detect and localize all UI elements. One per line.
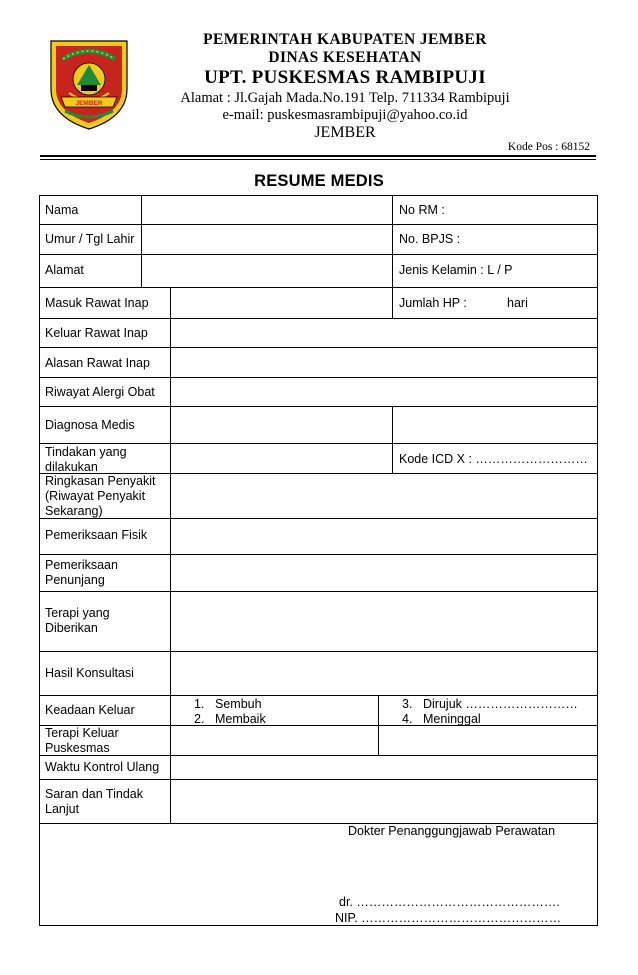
label-tindakan: Tindakan yang dilakukan: [45, 445, 127, 474]
signature-dr: dr. ………………………………………….: [339, 895, 560, 909]
header-institution: UPT. PUSKESMAS RAMBIPUJI: [204, 67, 486, 88]
signature-title: Dokter Penanggungjawab Perawatan: [348, 824, 556, 838]
label-pemeriksaan-penunjang: Pemeriksaan Penunjang: [45, 558, 118, 587]
label-ringkasan-penyakit: Ringkasan Penyakit (Riwayat Penyakit Sekarang): [45, 474, 156, 518]
form-border-left: [39, 195, 40, 926]
option-meninggal: 4. Meninggal: [402, 712, 481, 726]
label-saran-tindak-lanjut: Saran dan Tindak Lanjut: [45, 787, 143, 816]
option-membaik: 2. Membaik: [194, 712, 266, 726]
label-alasan-rawat-inap: Alasan Rawat Inap: [45, 356, 150, 370]
label-umur: Umur / Tgl Lahir: [45, 232, 135, 246]
label-masuk-rawat-inap: Masuk Rawat Inap: [45, 296, 149, 310]
label-jumlah-hp: Jumlah HP :: [399, 296, 467, 310]
label-no-rm: No RM :: [399, 203, 445, 217]
form-line: [39, 591, 598, 592]
page-title: RESUME MEDIS: [254, 172, 384, 190]
logo-banner-text: JEMBER: [75, 100, 103, 107]
form-divider: [141, 195, 142, 287]
label-no-bpjs: No. BPJS :: [399, 232, 461, 246]
form-line: [39, 695, 598, 696]
keadaan-options-left: [194, 697, 266, 727]
label-hasil-konsultasi: Hasil Konsultasi: [45, 666, 134, 680]
keadaan-options-right: [402, 697, 578, 727]
option-sembuh: 1. Sembuh: [194, 697, 262, 711]
form-line: [39, 755, 598, 756]
signature-nip: NIP. …………………………………………: [335, 911, 562, 925]
label-nama: Nama: [45, 203, 79, 217]
form-line: [39, 254, 598, 255]
label-alamat: Alamat: [45, 263, 84, 277]
label-diagnosa-medis: Diagnosa Medis: [45, 418, 135, 432]
label-pemeriksaan-fisik: Pemeriksaan Fisik: [45, 528, 148, 542]
form-line: [39, 443, 598, 444]
option-dirujuk: 3. Dirujuk ………………………: [402, 697, 578, 711]
form-line: [39, 651, 598, 652]
header-address: Alamat : Jl.Gajah Mada.No.191 Telp. 711334 Rambipuji: [180, 90, 510, 106]
form-border-right: [597, 195, 598, 926]
header-postal-code: Kode Pos : 68152: [507, 141, 590, 153]
form-divider: [170, 287, 171, 823]
form-line: [39, 287, 598, 288]
label-riwayat-alergi-obat: Riwayat Alergi Obat: [45, 385, 155, 399]
form-line: [39, 779, 598, 780]
form-line: [39, 554, 598, 555]
label-waktu-kontrol: Waktu Kontrol Ulang: [45, 760, 160, 774]
label-keluar-rawat-inap: Keluar Rawat Inap: [45, 326, 148, 340]
label-keadaan-keluar: Keadaan Keluar: [45, 703, 135, 717]
label-terapi-diberikan: Terapi yang Diberikan: [45, 606, 110, 635]
form-line: [39, 224, 598, 225]
header-city: JEMBER: [314, 124, 376, 141]
form-line: [39, 195, 598, 196]
form-line: [39, 318, 598, 319]
header-government: PEMERINTAH KABUPATEN JEMBER: [203, 31, 487, 48]
label-kode-icd: Kode ICD X : ………………………: [399, 452, 588, 466]
header-email: e-mail: puskesmasrambipuji@yahoo.co.id: [222, 107, 468, 123]
label-hari: hari: [507, 296, 528, 310]
form-divider: [392, 195, 393, 318]
form-line: [39, 377, 598, 378]
form-line: [39, 347, 598, 348]
label-jenis-kelamin: Jenis Kelamin : L / P: [399, 263, 513, 277]
form-divider: [378, 695, 379, 755]
label-terapi-keluar: Terapi Keluar Puskesmas: [45, 726, 119, 755]
header-department: DINAS KESEHATAN: [268, 49, 422, 66]
form-line: [39, 406, 598, 407]
form-divider: [392, 406, 393, 473]
